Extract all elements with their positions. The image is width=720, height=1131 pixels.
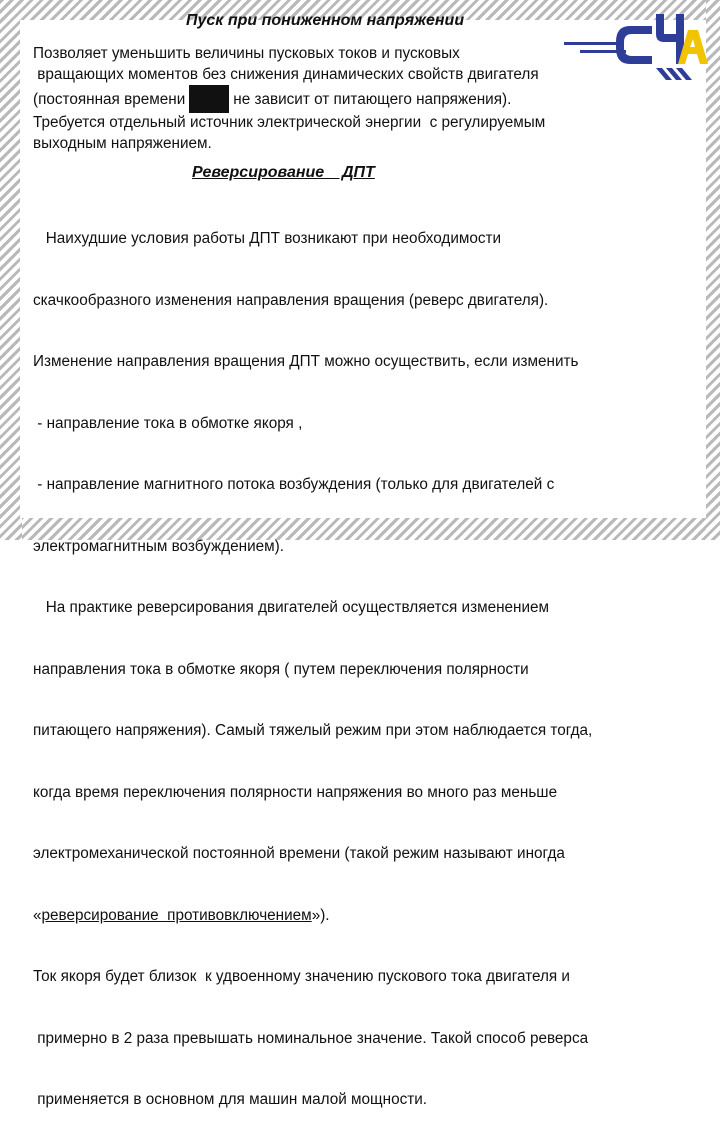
body-line: На практике реверсирования двигателей осуществляется изменением: [33, 599, 550, 616]
countercurrent-term: реверсирование противовключением: [41, 906, 312, 924]
intro-line: вращающих моментов без снижения динамических свойств двигателя: [33, 65, 539, 83]
body-line: - направление магнитного потока возбуждения (только для двигателей с: [33, 476, 555, 493]
reversal-paragraph: [33, 188, 592, 1131]
quote-open: «: [33, 906, 42, 924]
body-line: электромеханической постоянной времени (такой режим называют иногда: [33, 845, 565, 862]
university-logo-icon: [560, 4, 710, 84]
body-line: примерно в 2 раза превышать номинальное значение. Такой способ реверса: [33, 1029, 589, 1047]
intro-time-constant-rest: не зависит от питающего напряжения).: [233, 91, 512, 108]
logo-letters: ЦЧА: [560, 4, 563, 5]
body-line: когда время переключения полярности напряжения во много раз меньше: [33, 783, 558, 801]
slide-title: Пуск при пониженном напряжении: [186, 12, 465, 29]
frame-left-hatch: [0, 0, 22, 540]
intro-paragraph: [33, 44, 545, 154]
body-line: [33, 906, 592, 927]
intro-line: [33, 85, 545, 113]
body-line: Наихудшие условия работы ДПТ возникают при необходимости: [33, 230, 502, 247]
body-line: электромагнитным возбуждением).: [33, 537, 285, 555]
body-line: - направление тока в обмотке якоря ,: [33, 414, 303, 432]
quote-close: »).: [311, 906, 330, 924]
section-subtitle: Реверсирование ДПТ: [192, 164, 375, 181]
body-line: скачкообразного изменения направления вращения (реверс двигателя).: [33, 291, 549, 309]
intro-line: Позволяет уменьшить величины пусковых токов и пусковых: [33, 45, 460, 62]
intro-line: выходным напряжением.: [33, 134, 212, 152]
body-line: применяется в основном для машин малой мощности.: [33, 1091, 428, 1108]
body-line: питающего напряжения). Самый тяжелый режим при этом наблюдается тогда,: [33, 722, 593, 739]
body-line: направления тока в обмотке якоря ( путем переключения полярности: [33, 660, 529, 678]
intro-time-constant-label: (постоянная времени: [33, 91, 186, 108]
body-line: Ток якоря будет близок к удвоенному значению пускового тока двигателя и: [33, 968, 570, 985]
formula-redaction-box: [189, 85, 229, 113]
body-line: Изменение направления вращения ДПТ можно осуществить, если изменить: [33, 353, 579, 370]
intro-line: Требуется отдельный источник электрической энергии с регулируемым: [33, 114, 546, 131]
